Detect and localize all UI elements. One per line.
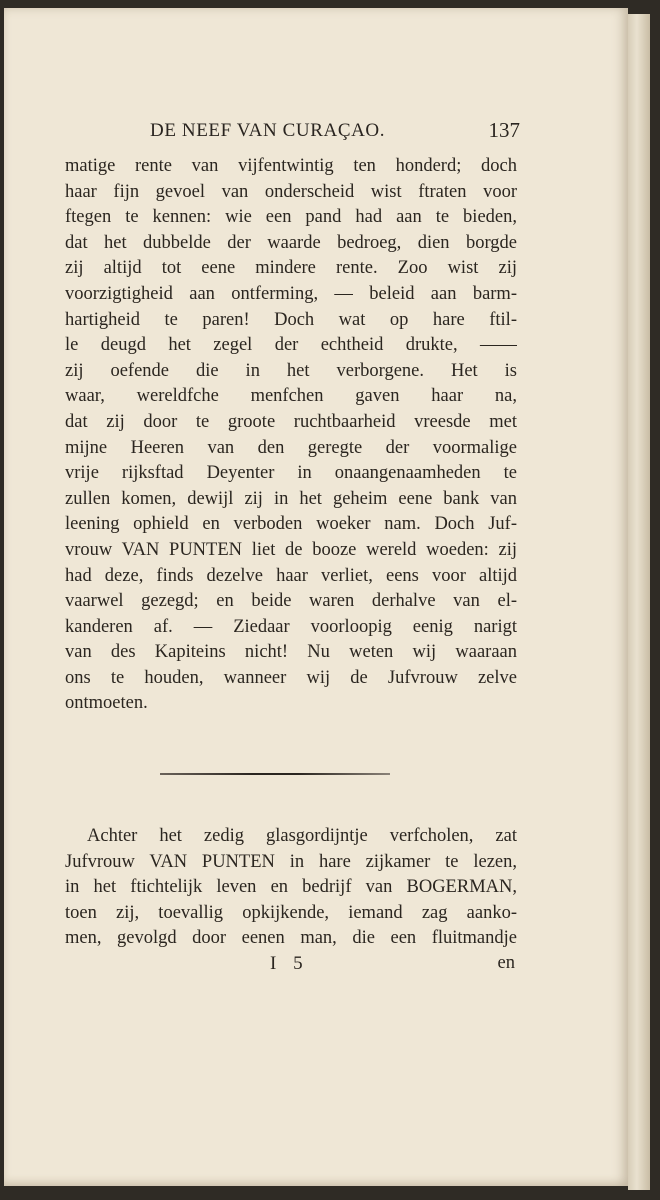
text-line: vaarwel gezegd; en beide waren derhalve van el- xyxy=(65,591,517,612)
text-line: leening ophield en verboden woeker nam. Doch Juf- xyxy=(65,514,517,535)
running-head xyxy=(66,116,520,148)
text-line: matige rente van vijfentwintig ten honderd; doch xyxy=(65,156,517,176)
text-line: zullen komen, dewijl zij in het geheim eene bank van xyxy=(65,488,517,509)
running-head-title: DE NEEF VAN CURAÇAO. xyxy=(150,120,386,141)
text-line: kanderen af. — Ziedaar voorloopig eenig narigt xyxy=(65,616,517,637)
text-line: van des Kapiteins nicht! Nu weten wij waaraan xyxy=(65,642,517,663)
text-line: hartigheid te paren! Doch wat op hare ftil- xyxy=(65,309,517,330)
text-line: had deze, finds dezelve haar verliet, eens voor altijd xyxy=(65,565,517,586)
text-line: dat zij door te groote ruchtbaarheid vreesde met xyxy=(65,411,517,432)
paragraph-2 xyxy=(65,824,517,952)
text-line: mijne Heeren van den geregte der voormalige xyxy=(65,437,517,458)
page-edge xyxy=(628,14,650,1190)
text-line: ons te houden, wanneer wij de Jufvrouw zelve xyxy=(65,667,517,688)
text-line: in het ftichtelijk leven en bedrijf van BOGERMAN, xyxy=(65,877,517,898)
signature-mark: I 5 xyxy=(270,953,309,974)
text-line: men, gevolgd door eenen man, die een fluitmandje xyxy=(65,928,517,949)
text-line: waar, wereldfche menfchen gaven haar na, xyxy=(65,386,517,407)
text-line: Jufvrouw VAN PUNTEN in hare zijkamer te lezen, xyxy=(65,851,517,872)
text-line: zij oefende die in het verborgene. Het is xyxy=(65,360,517,381)
text-line: Achter het zedig glasgordijntje verfcholen, zat xyxy=(87,826,517,846)
catchword: en xyxy=(497,953,515,973)
text-line: le deugd het zegel der echtheid drukte, —— xyxy=(65,335,517,356)
paragraph-1 xyxy=(65,154,517,717)
section-divider xyxy=(160,773,390,775)
text-line: zij altijd tot eene mindere rente. Zoo wist zij xyxy=(65,258,517,279)
text-line: ftegen te kennen: wie een pand had aan te bieden, xyxy=(65,207,517,228)
page-footer xyxy=(65,953,517,979)
text-line: voorzigtigheid aan ontferming, — beleid aan barm- xyxy=(65,283,517,304)
text-line: vrije rijksftad Deyenter in onaangenaamheden te xyxy=(65,463,517,484)
text-line: haar fijn gevoel van onderscheid wist ftraten voor xyxy=(65,181,517,202)
text-line: vrouw VAN PUNTEN liet de booze wereld woeden: zij xyxy=(65,539,517,560)
page-number: 137 xyxy=(488,118,520,142)
text-line: ontmoeten. xyxy=(65,693,148,714)
book-page xyxy=(4,8,628,1186)
text-line: dat het dubbelde der waarde bedroeg, dien borgde xyxy=(65,232,517,253)
text-line: toen zij, toevallig opkijkende, iemand zag aanko- xyxy=(65,902,517,923)
